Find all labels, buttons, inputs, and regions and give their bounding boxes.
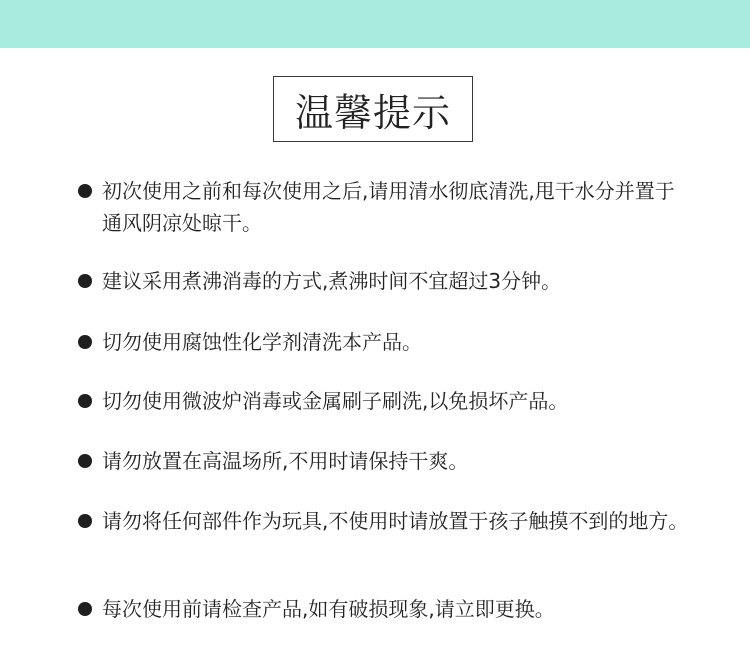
tip-text: 请勿将任何部件作为玩具,不使用时请放置于孩子触摸不到的地方。 (102, 509, 689, 533)
tip-item-1 (78, 175, 698, 239)
tip-item-6 (78, 505, 698, 537)
bullet-dot-icon (78, 335, 92, 349)
tip-item-7 (78, 593, 698, 625)
bullet-dot-icon (78, 394, 92, 408)
tip-item-4 (78, 385, 698, 417)
bullet-dot-icon (78, 602, 92, 616)
tip-text: 切勿使用腐蚀性化学剂清洗本产品。 (102, 330, 422, 354)
tip-text: 初次使用之前和每次使用之后,请用清水彻底清洗,甩干水分并置于通风阴凉处晾干。 (102, 179, 675, 235)
top-color-band (0, 0, 750, 48)
tip-text: 每次使用前请检查产品,如有破损现象,请立即更换。 (102, 597, 555, 621)
page-title: 温馨提示 (273, 76, 473, 142)
tip-item-3 (78, 326, 698, 358)
tip-text: 建议采用煮沸消毒的方式,煮沸时间不宜超过3分钟。 (102, 269, 562, 293)
tip-item-5 (78, 445, 698, 477)
tip-item-2 (78, 265, 698, 297)
bullet-dot-icon (78, 454, 92, 468)
tip-text: 切勿使用微波炉消毒或金属刷子刷洗,以免损坏产品。 (102, 389, 569, 413)
bullet-dot-icon (78, 184, 92, 198)
bullet-dot-icon (78, 274, 92, 288)
tip-text: 请勿放置在高温场所,不用时请保持干爽。 (102, 449, 469, 473)
bullet-dot-icon (78, 514, 92, 528)
